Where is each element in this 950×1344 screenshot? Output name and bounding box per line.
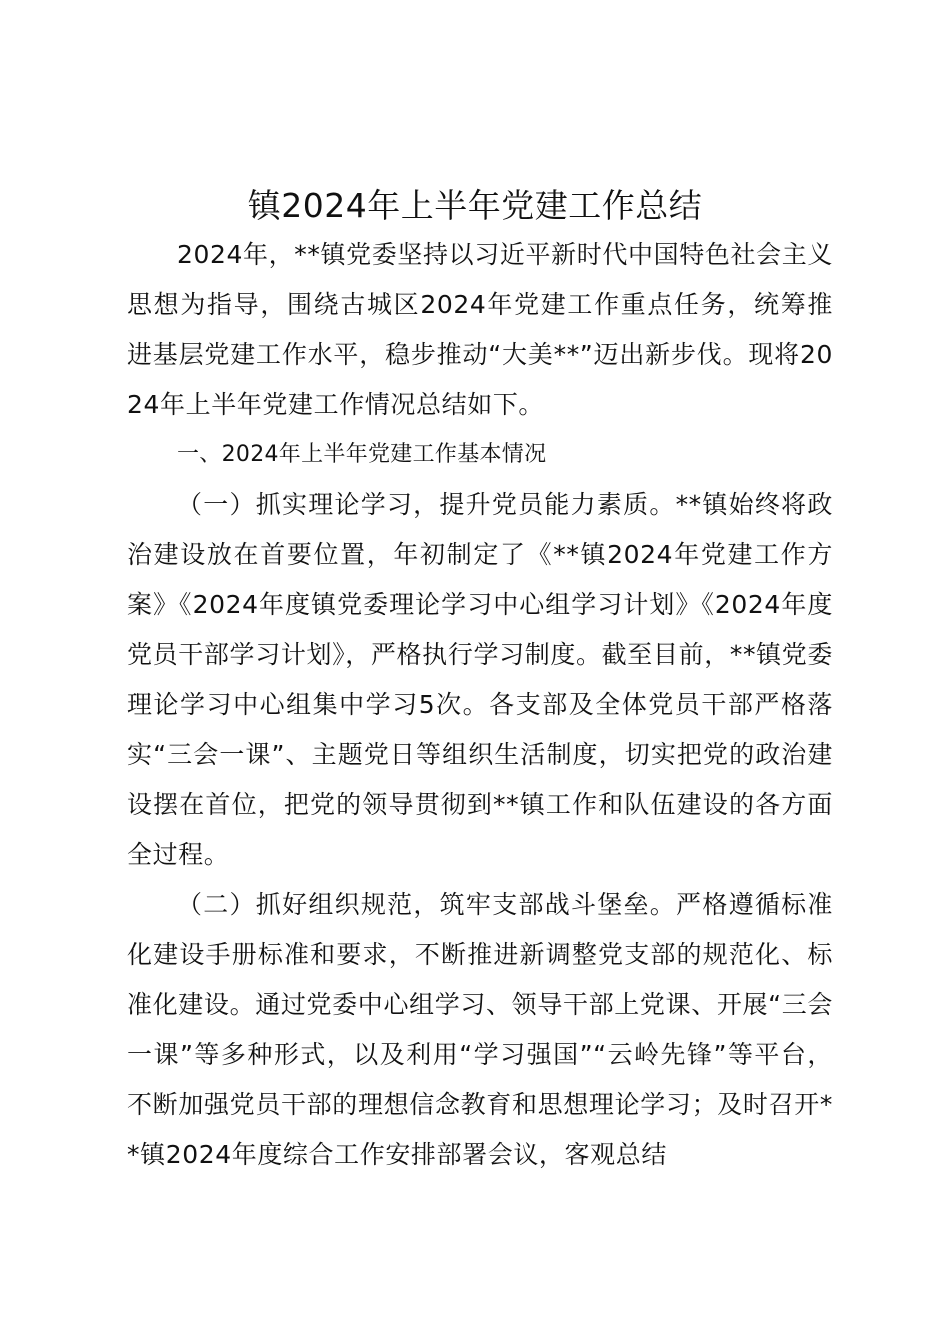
paragraph-theory-study: （一）抓实理论学习，提升党员能力素质。**镇始终将政治建设放在首要位置，年初制定了《**镇2024年党建工作方案》《2024年度镇党委理论学习中心组学习计划》《2024年度党员干部学习计划》，严格执行学习制度。截至目前，**镇党委理论学习中心组集中学习5次。各支部及全体党员干部严格落实“三会一课”、主题党日等组织生活制度，切实把党的政治建设摆在首位，把党的领导贯彻到**镇工作和队伍建设的各方面全过程。 [127, 490, 833, 869]
section-heading-1: 一、2024年上半年党建工作基本情况 [177, 442, 547, 467]
intro-paragraph: 2024年，**镇党委坚持以习近平新时代中国特色社会主义思想为指导，围绕古城区2024年党建工作重点任务，统筹推进基层党建工作水平，稳步推动“大美**”迈出新步伐。现将2024年上半年党建工作情况总结如下。 [127, 240, 833, 419]
paragraph-organization: （二）抓好组织规范，筑牢支部战斗堡垒。严格遵循标准化建设手册标准和要求，不断推进新调整党支部的规范化、标准化建设。通过党委中心组学习、领导干部上党课、开展“三会一课”等多种形式，以及利用“学习强国”“云岭先锋”等平台，不断加强党员干部的理想信念教育和思想理论学习；及时召开**镇2024年度综合工作安排部署会议，客观总结 [127, 890, 833, 1169]
document-title: 镇2024年上半年党建工作总结 [247, 186, 703, 225]
document-body [127, 230, 833, 1180]
